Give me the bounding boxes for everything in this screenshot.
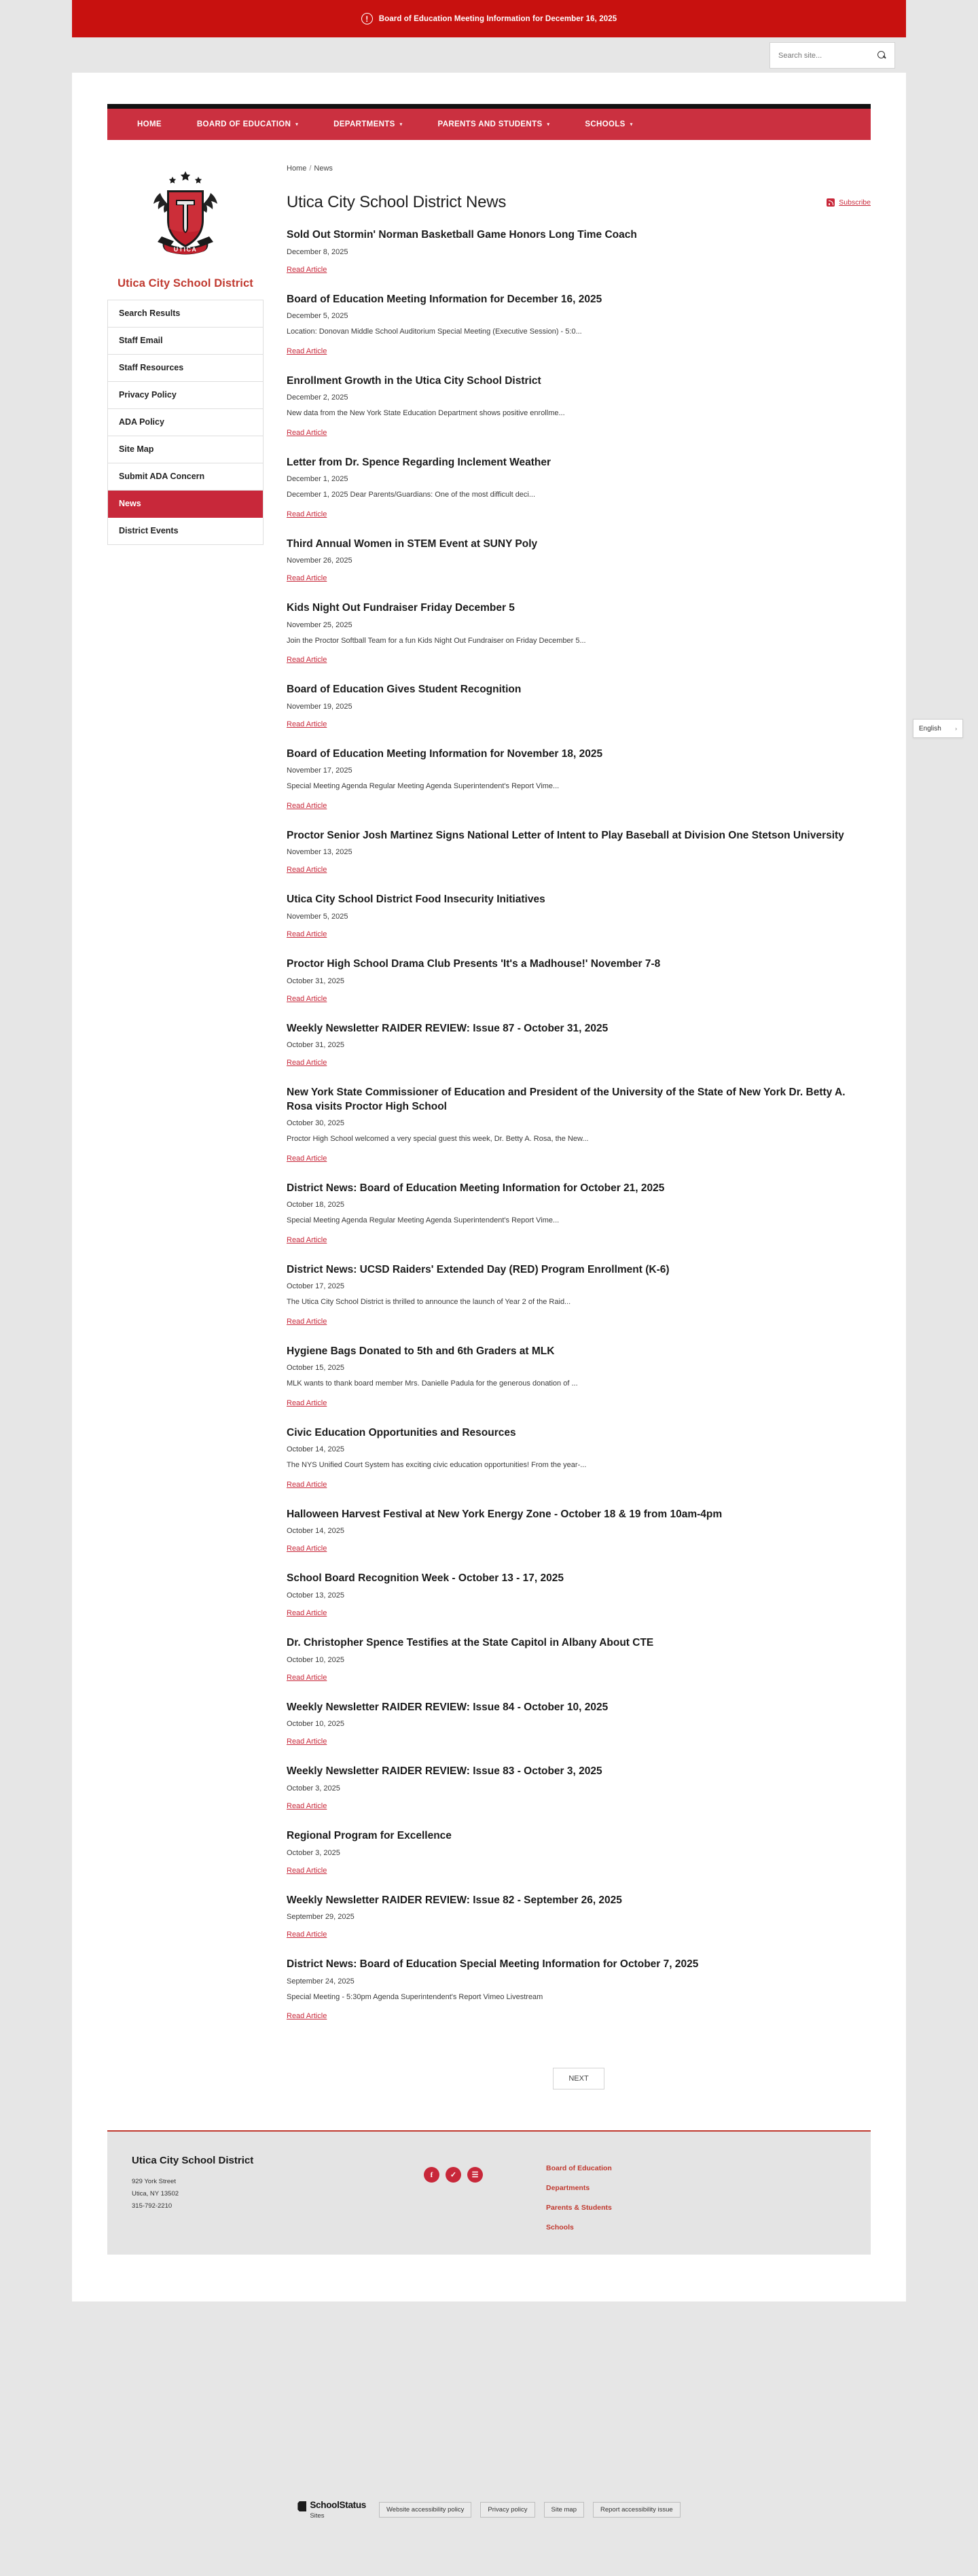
footer-link-schools[interactable]: Schools bbox=[546, 2223, 574, 2232]
news-item-title[interactable]: Weekly Newsletter RAIDER REVIEW: Issue 83 - October 3, 2025 bbox=[287, 1765, 602, 1778]
news-item-date: November 13, 2025 bbox=[287, 848, 352, 857]
chevron-right-icon: › bbox=[955, 725, 957, 732]
read-article-link[interactable]: Read Article bbox=[287, 2012, 327, 2021]
sidebar-item-submit-ada-concern[interactable] bbox=[108, 463, 263, 491]
rss-icon bbox=[827, 198, 835, 207]
schoolstatus-text bbox=[310, 2500, 366, 2520]
sidebar-item-privacy-policy[interactable] bbox=[108, 382, 263, 409]
utica-crest-logo-icon bbox=[134, 166, 236, 268]
page-title: Utica City School District News bbox=[287, 193, 507, 211]
news-item-title[interactable]: Third Annual Women in STEM Event at SUNY Poly bbox=[287, 537, 538, 550]
sidebar-item-label: Submit ADA Concern bbox=[119, 472, 205, 481]
news-item bbox=[287, 601, 871, 665]
news-item-date: December 8, 2025 bbox=[287, 247, 348, 256]
search-input[interactable] bbox=[778, 52, 867, 60]
read-article-link[interactable]: Read Article bbox=[287, 1059, 327, 1068]
privacy-policy-button[interactable]: Privacy policy bbox=[480, 2502, 535, 2518]
sidebar-item-district-events[interactable] bbox=[108, 518, 263, 545]
alert-banner-inner bbox=[361, 13, 617, 24]
news-item-date: November 17, 2025 bbox=[287, 766, 352, 775]
news-item bbox=[287, 1345, 871, 1409]
news-item bbox=[287, 1426, 871, 1490]
news-item bbox=[287, 1182, 871, 1246]
subscribe-link[interactable] bbox=[827, 198, 871, 207]
footer-district-name: Utica City School District bbox=[132, 2155, 254, 2167]
next-page-button[interactable]: NEXT bbox=[553, 2068, 604, 2089]
news-item-title[interactable]: Letter from Dr. Spence Regarding Inclement Weather bbox=[287, 456, 551, 468]
chevron-down-icon: ▾ bbox=[399, 122, 403, 127]
footer-link-parents-students[interactable]: Parents & Students bbox=[546, 2204, 612, 2212]
news-item bbox=[287, 456, 871, 520]
main-navigation bbox=[107, 104, 871, 140]
news-item-title[interactable]: Regional Program for Excellence bbox=[287, 1829, 452, 1841]
twitter-icon[interactable]: ✓ bbox=[446, 2167, 461, 2183]
news-item-title[interactable]: Board of Education Gives Student Recognition bbox=[287, 684, 522, 696]
schoolstatus-sub: Sites bbox=[310, 2511, 325, 2520]
nav-label: HOME bbox=[137, 120, 162, 128]
news-item-title[interactable]: Dr. Christopher Spence Testifies at the State Capitol in Albany About CTE bbox=[287, 1637, 654, 1649]
bottom-bar bbox=[72, 2484, 906, 2576]
news-item-date: October 31, 2025 bbox=[287, 976, 345, 985]
news-item bbox=[287, 747, 871, 811]
news-item-date: November 26, 2025 bbox=[287, 557, 352, 565]
news-item-date: October 3, 2025 bbox=[287, 1784, 340, 1793]
news-item bbox=[287, 1022, 871, 1069]
sidebar-item-label: Site Map bbox=[119, 444, 154, 454]
read-article-link[interactable]: Read Article bbox=[287, 1235, 327, 1244]
news-item-snippet: December 1, 2025 Dear Parents/Guardians: One of the most difficult deci... bbox=[287, 491, 536, 499]
news-item-title[interactable]: Utica City School District Food Insecurity Initiatives bbox=[287, 894, 545, 906]
news-item-title[interactable]: Weekly Newsletter RAIDER REVIEW: Issue 87 - October 31, 2025 bbox=[287, 1022, 609, 1034]
news-item-date: September 29, 2025 bbox=[287, 1913, 355, 1922]
news-item bbox=[287, 228, 871, 275]
district-logo[interactable] bbox=[107, 162, 264, 277]
footer-phone[interactable]: 315-792-2210 bbox=[132, 2202, 173, 2210]
read-article-link[interactable]: Read Article bbox=[287, 1545, 327, 1553]
news-item-title[interactable]: Board of Education Meeting Information for November 18, 2025 bbox=[287, 747, 603, 760]
news-item-snippet: Proctor High School welcomed a very special guest this week, Dr. Betty A. Rosa, the New... bbox=[287, 1135, 589, 1144]
news-item bbox=[287, 537, 871, 584]
read-article-link[interactable]: Read Article bbox=[287, 866, 327, 875]
news-item-date: October 14, 2025 bbox=[287, 1445, 345, 1454]
news-item-date: October 15, 2025 bbox=[287, 1364, 345, 1373]
read-article-link[interactable]: Read Article bbox=[287, 1673, 327, 1682]
footer bbox=[107, 2132, 871, 2255]
news-item-title[interactable]: Enrollment Growth in the Utica City School District bbox=[287, 374, 541, 387]
news-item bbox=[287, 1636, 871, 1683]
nav-label: SCHOOLS bbox=[585, 120, 626, 128]
svg-text:UTICA: UTICA bbox=[173, 246, 198, 253]
news-item-date: October 18, 2025 bbox=[287, 1201, 345, 1210]
read-article-link[interactable]: Read Article bbox=[287, 1737, 327, 1746]
website-accessibility-policy-button[interactable]: Website accessibility policy bbox=[379, 2502, 471, 2518]
sidebar-item-label: Staff Email bbox=[119, 336, 163, 345]
nav-item-parents-and-students[interactable] bbox=[420, 107, 568, 143]
news-item bbox=[287, 1572, 871, 1619]
sidebar-item-news[interactable] bbox=[108, 491, 263, 518]
sidebar-item-ada-policy[interactable] bbox=[108, 409, 263, 436]
news-item-snippet: Special Meeting - 5:30pm Agenda Superintendent's Report Vimeo Livestream bbox=[287, 1992, 543, 2001]
report-accessibility-issue-button[interactable]: Report accessibility issue bbox=[593, 2502, 681, 2518]
schoolstatus-logo[interactable] bbox=[297, 2500, 366, 2520]
news-feed-icon[interactable]: ☰ bbox=[467, 2167, 483, 2183]
read-article-link[interactable]: Read Article bbox=[287, 994, 327, 1003]
chevron-down-icon: ▾ bbox=[547, 122, 550, 127]
news-item-snippet: Special Meeting Agenda Regular Meeting Agenda Superintendent's Report Vime... bbox=[287, 1216, 560, 1225]
breadcrumb-current: News bbox=[314, 164, 333, 173]
subscribe-label: Subscribe bbox=[839, 198, 871, 207]
sidebar bbox=[107, 162, 264, 2130]
news-item-date: October 3, 2025 bbox=[287, 1848, 340, 1857]
read-article-link[interactable]: Read Article bbox=[287, 1317, 327, 1326]
news-item-date: November 19, 2025 bbox=[287, 702, 352, 711]
news-item-date: December 2, 2025 bbox=[287, 393, 348, 402]
page-container bbox=[72, 73, 906, 2301]
nav-item-schools[interactable] bbox=[567, 107, 650, 143]
sidebar-item-site-map[interactable] bbox=[108, 436, 263, 463]
breadcrumb-home[interactable]: Home bbox=[287, 164, 307, 173]
read-article-link[interactable]: Read Article bbox=[287, 1866, 327, 1875]
news-item-title[interactable]: District News: UCSD Raiders' Extended Day (RED) Program Enrollment (K-6) bbox=[287, 1263, 670, 1275]
footer-address-line2: Utica, NY 13502 bbox=[132, 2190, 179, 2198]
news-item-date: November 25, 2025 bbox=[287, 620, 352, 629]
footer-address bbox=[132, 2176, 424, 2212]
search-icon[interactable] bbox=[877, 51, 886, 60]
news-item-title[interactable]: Sold Out Stormin' Norman Basketball Game Honors Long Time Coach bbox=[287, 229, 637, 241]
content-columns bbox=[72, 140, 906, 2130]
news-item-title[interactable]: Kids Night Out Fundraiser Friday December 5 bbox=[287, 602, 515, 614]
nav-item-departments[interactable] bbox=[316, 107, 420, 143]
news-item-date: October 10, 2025 bbox=[287, 1655, 345, 1664]
news-item bbox=[287, 1958, 871, 2022]
news-item-title[interactable]: Hygiene Bags Donated to 5th and 6th Graders at MLK bbox=[287, 1345, 555, 1357]
news-item bbox=[287, 293, 871, 357]
news-item-title[interactable]: School Board Recognition Week - October 13 - 17, 2025 bbox=[287, 1572, 564, 1585]
news-item-title[interactable]: Halloween Harvest Festival at New York Energy Zone - October 18 & 19 from 10am-4pm bbox=[287, 1508, 723, 1520]
news-item-snippet: New data from the New York State Education Department shows positive enrollme... bbox=[287, 409, 565, 418]
news-item-date: October 10, 2025 bbox=[287, 1720, 345, 1729]
news-item-date: November 5, 2025 bbox=[287, 913, 348, 921]
news-item bbox=[287, 957, 871, 1004]
news-item bbox=[287, 1829, 871, 1876]
schoolstatus-mark-icon bbox=[297, 2501, 306, 2511]
pagination bbox=[287, 2039, 871, 2130]
main-nav-wrapper bbox=[72, 73, 906, 140]
footer-address-line1: 929 York Street bbox=[132, 2178, 176, 2186]
footer-address-block bbox=[132, 2155, 424, 2212]
read-article-link[interactable]: Read Article bbox=[287, 347, 327, 355]
news-item bbox=[287, 1701, 871, 1748]
read-article-link[interactable]: Read Article bbox=[287, 1801, 327, 1810]
read-article-link[interactable]: Read Article bbox=[287, 1480, 327, 1489]
read-article-link[interactable]: Read Article bbox=[287, 574, 327, 583]
page-header bbox=[287, 193, 871, 212]
footer-link-departments[interactable]: Departments bbox=[546, 2184, 590, 2193]
breadcrumb bbox=[287, 164, 871, 173]
sidebar-title: Utica City School District bbox=[117, 277, 253, 289]
news-item-snippet: Location: Donovan Middle School Auditorium Special Meeting (Executive Session) - 5:0... bbox=[287, 328, 582, 336]
news-item-date: September 24, 2025 bbox=[287, 1977, 355, 1986]
language-selector[interactable] bbox=[913, 719, 963, 738]
news-item-title[interactable]: New York State Commissioner of Education and President of the University of the State of New York Dr. Betty A. Rosa visits Proctor High School bbox=[287, 1087, 846, 1112]
bottom-bar-inner bbox=[297, 2500, 680, 2520]
news-item bbox=[287, 1508, 871, 1555]
read-article-link[interactable]: Read Article bbox=[287, 930, 327, 939]
sidebar-item-staff-resources[interactable] bbox=[108, 355, 263, 382]
main-content bbox=[287, 162, 871, 2130]
read-article-link[interactable]: Read Article bbox=[287, 265, 327, 274]
sidebar-item-search-results[interactable] bbox=[108, 300, 263, 328]
nav-item-board-of-education[interactable] bbox=[179, 107, 316, 143]
sidebar-item-label: Privacy Policy bbox=[119, 390, 177, 400]
search-box[interactable] bbox=[769, 42, 895, 69]
news-item-title[interactable]: Proctor Senior Josh Martinez Signs National Letter of Intent to Play Baseball at Division One Stetson University bbox=[287, 829, 844, 841]
news-item-title[interactable]: Proctor High School Drama Club Presents 'It's a Madhouse!' November 7-8 bbox=[287, 958, 661, 970]
read-article-link[interactable]: Read Article bbox=[287, 1154, 327, 1163]
read-article-link[interactable]: Read Article bbox=[287, 1609, 327, 1618]
news-item-snippet: Special Meeting Agenda Regular Meeting Agenda Superintendent's Report Vime... bbox=[287, 782, 560, 791]
read-article-link[interactable]: Read Article bbox=[287, 510, 327, 518]
news-item-title[interactable]: Board of Education Meeting Information for December 16, 2025 bbox=[287, 293, 602, 305]
nav-label: DEPARTMENTS bbox=[333, 120, 395, 128]
news-item-date: December 5, 2025 bbox=[287, 312, 348, 321]
news-item bbox=[287, 374, 871, 438]
news-item-title[interactable]: Weekly Newsletter RAIDER REVIEW: Issue 82 - September 26, 2025 bbox=[287, 1894, 622, 1906]
sidebar-item-label: Staff Resources bbox=[119, 363, 184, 372]
read-article-link[interactable]: Read Article bbox=[287, 428, 327, 437]
footer-social-links bbox=[424, 2155, 546, 2183]
alert-banner-text: Board of Education Meeting Information for December 16, 2025 bbox=[378, 14, 617, 23]
news-item-title[interactable]: District News: Board of Education Special Meeting Information for October 7, 2025 bbox=[287, 1958, 699, 1971]
facebook-icon[interactable]: f bbox=[424, 2167, 439, 2183]
read-article-link[interactable]: Read Article bbox=[287, 1930, 327, 1939]
news-item-snippet: MLK wants to thank board member Mrs. Danielle Padula for the generous donation of ... bbox=[287, 1379, 578, 1388]
news-item bbox=[287, 893, 871, 940]
news-item-snippet: The Utica City School District is thrilled to announce the launch of Year 2 of the Raid... bbox=[287, 1298, 571, 1307]
language-label: English bbox=[919, 724, 941, 733]
news-item-date: October 14, 2025 bbox=[287, 1527, 345, 1536]
breadcrumb-separator: / bbox=[309, 164, 312, 173]
news-item bbox=[287, 1263, 871, 1327]
footer-link-board-of-education[interactable]: Board of Education bbox=[546, 2164, 612, 2173]
sidebar-item-staff-email[interactable] bbox=[108, 328, 263, 355]
schoolstatus-brand: SchoolStatus bbox=[310, 2500, 367, 2510]
news-list bbox=[287, 228, 871, 2022]
alert-banner[interactable] bbox=[72, 0, 906, 37]
search-strip bbox=[72, 37, 906, 73]
news-item bbox=[287, 1765, 871, 1812]
read-article-link[interactable]: Read Article bbox=[287, 1398, 327, 1407]
read-article-link[interactable]: Read Article bbox=[287, 656, 327, 665]
sidebar-item-label: ADA Policy bbox=[119, 417, 164, 427]
news-item bbox=[287, 683, 871, 730]
exclamation-circle-icon: ! bbox=[361, 13, 373, 24]
news-item-date: October 30, 2025 bbox=[287, 1119, 345, 1128]
nav-label: BOARD OF EDUCATION bbox=[196, 120, 291, 128]
news-item-date: October 13, 2025 bbox=[287, 1591, 345, 1600]
sidebar-menu bbox=[107, 300, 264, 545]
news-item bbox=[287, 1086, 871, 1164]
read-article-link[interactable]: Read Article bbox=[287, 801, 327, 810]
news-item bbox=[287, 1894, 871, 1941]
read-article-link[interactable]: Read Article bbox=[287, 720, 327, 728]
footer-nav-links bbox=[546, 2155, 612, 2231]
news-item-date: December 1, 2025 bbox=[287, 475, 348, 484]
news-item-snippet: Join the Proctor Softball Team for a fun Kids Night Out Fundraiser on Friday December 5... bbox=[287, 636, 586, 645]
news-item-title[interactable]: Weekly Newsletter RAIDER REVIEW: Issue 84 - October 10, 2025 bbox=[287, 1701, 609, 1713]
sidebar-item-label: Search Results bbox=[119, 308, 181, 318]
chevron-down-icon: ▾ bbox=[295, 122, 299, 127]
sidebar-item-label: District Events bbox=[119, 526, 179, 535]
site-map-button[interactable]: Site map bbox=[544, 2502, 585, 2518]
chevron-down-icon: ▾ bbox=[630, 122, 633, 127]
nav-label: PARENTS AND STUDENTS bbox=[437, 120, 543, 128]
news-item bbox=[287, 829, 871, 876]
nav-item-home[interactable] bbox=[120, 107, 179, 143]
sidebar-item-label: News bbox=[119, 499, 141, 508]
news-item-snippet: The NYS Unified Court System has exciting civic education opportunities! From the year-... bbox=[287, 1461, 587, 1470]
news-item-date: October 17, 2025 bbox=[287, 1282, 345, 1291]
news-item-date: October 31, 2025 bbox=[287, 1041, 345, 1050]
news-item-title[interactable]: District News: Board of Education Meeting Information for October 21, 2025 bbox=[287, 1182, 665, 1194]
news-item-title[interactable]: Civic Education Opportunities and Resources bbox=[287, 1426, 516, 1439]
